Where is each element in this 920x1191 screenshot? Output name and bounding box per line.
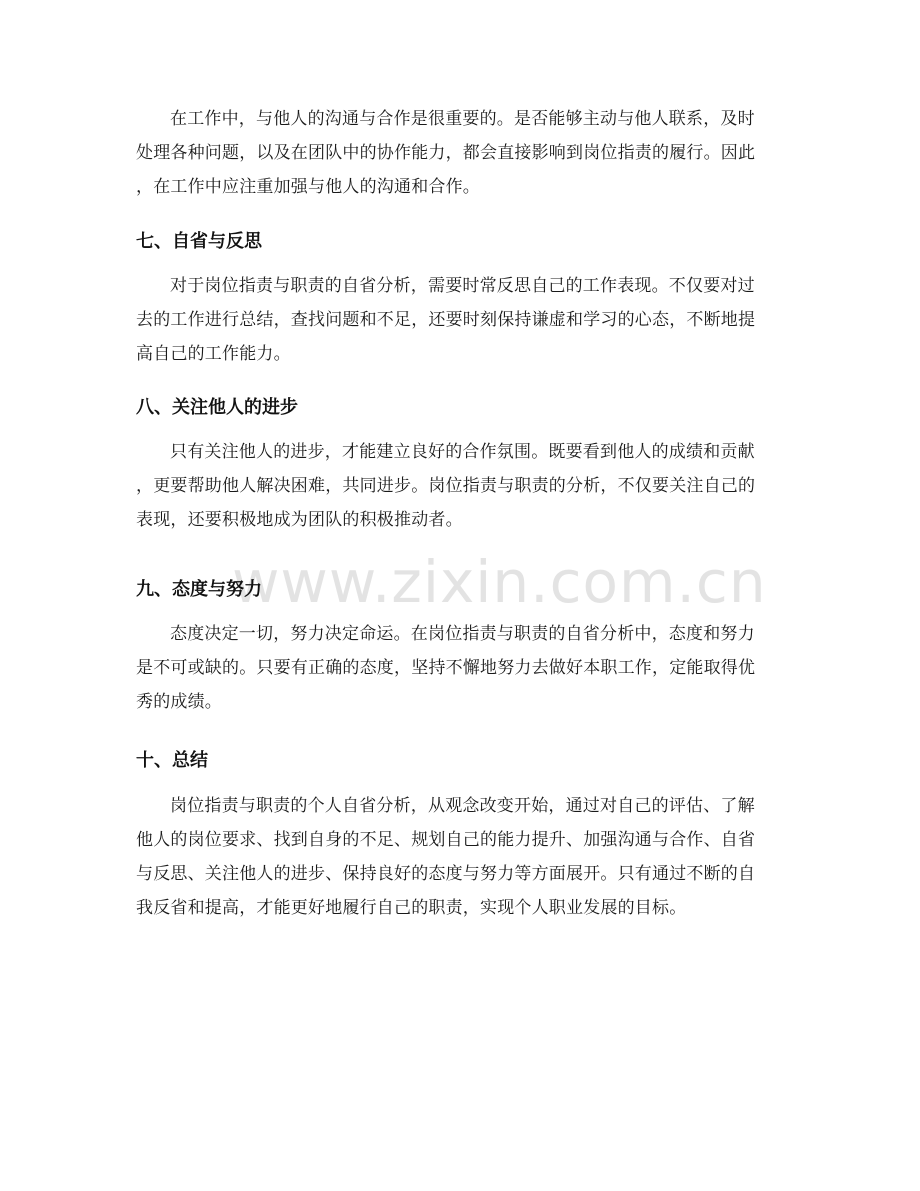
paragraph-line: ，在工作中应注重加强与他人的沟通和合作。	[136, 177, 480, 197]
paragraph-line: 处理各种问题，以及在团队中的协作能力，都会直接影响到岗位指责的履行。因此	[136, 143, 756, 163]
paragraph-line: 对于岗位指责与职责的自省分析，需要时常反思自己的工作表现。不仅要对过	[170, 276, 755, 296]
paragraph-line: 秀的成绩。	[136, 692, 222, 712]
section-7-body	[136, 269, 796, 371]
section-paragraph	[136, 435, 796, 537]
watermark: www.zixin.com.cn	[232, 548, 767, 616]
section-paragraph	[136, 789, 796, 925]
section-9	[136, 575, 796, 605]
paragraph-line: ，更要帮助他人解决困难，共同进步。岗位指责与职责的分析，不仅要关注自己的	[136, 476, 756, 496]
section-8-body	[136, 435, 796, 537]
section-10-body	[136, 789, 796, 925]
intro-paragraph	[136, 102, 796, 204]
paragraph-line: 去的工作进行总结，查找问题和不足，还要时刻保持谦虚和学习的心态，不断地提	[136, 310, 756, 330]
paragraph-line: 他人的岗位要求、找到自身的不足、规划自己的能力提升、加强沟通与合作、自省	[136, 830, 756, 850]
section-paragraph	[136, 269, 796, 371]
paragraph-line: 态度决定一切，努力决定命运。在岗位指责与职责的自省分析中，态度和努力	[170, 624, 755, 644]
paragraph-line: 岗位指责与职责的个人自省分析，从观念改变开始，通过对自己的评估、了解	[170, 796, 755, 816]
section-10	[136, 746, 796, 776]
section-7	[136, 227, 796, 257]
section-8	[136, 393, 796, 423]
paragraph-line: 是不可或缺的。只要有正确的态度，坚持不懈地努力去做好本职工作，定能取得优	[136, 658, 756, 678]
paragraph-line: 与反思、关注他人的进步、保持良好的态度与努力等方面展开。只有通过不断的自	[136, 864, 756, 884]
section-heading: 八、关注他人的进步	[136, 397, 298, 418]
paragraph-line: 我反省和提高，才能更好地履行自己的职责，实现个人职业发展的目标。	[136, 898, 687, 918]
section-paragraph	[136, 617, 796, 719]
paragraph-line: 只有关注他人的进步，才能建立良好的合作氛围。既要看到他人的成绩和贡献	[170, 442, 755, 462]
intro-section	[136, 102, 796, 204]
section-heading: 九、态度与努力	[136, 579, 262, 600]
paragraph-line: 表现，还要积极地成为团队的积极推动者。	[136, 510, 463, 530]
paragraph-line: 高自己的工作能力。	[136, 344, 291, 364]
section-heading: 七、自省与反思	[136, 231, 262, 252]
section-9-body	[136, 617, 796, 719]
paragraph-line: 在工作中，与他人的沟通与合作是很重要的。是否能够主动与他人联系，及时	[170, 109, 755, 129]
section-heading: 十、总结	[136, 750, 208, 771]
